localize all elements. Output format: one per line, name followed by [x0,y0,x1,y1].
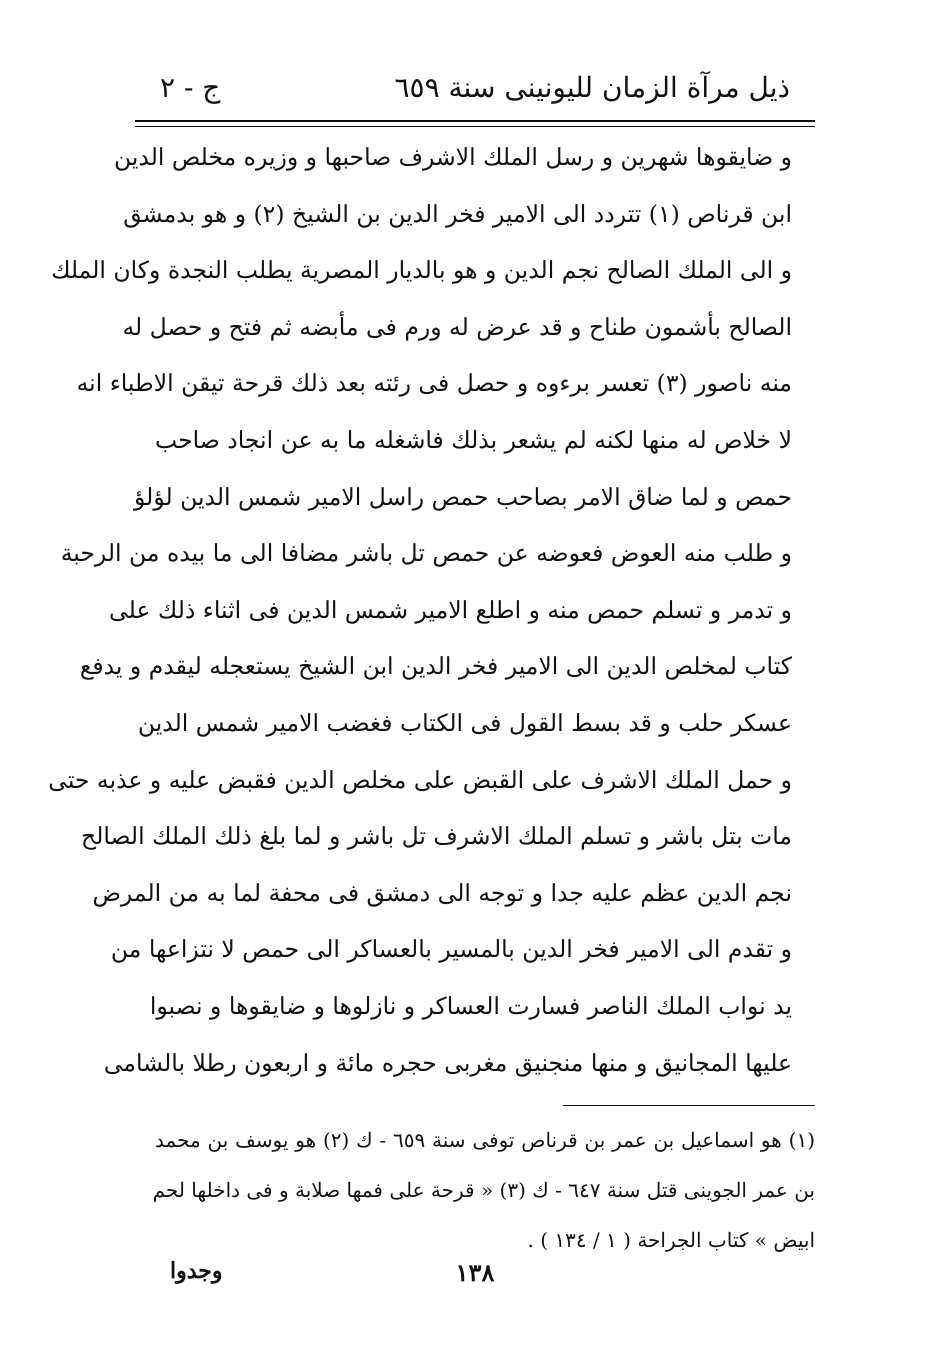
body-line: حمص و لما ضاق الامر بصاحب حمص راسل الامير شمس الدين لؤلؤ [134,482,792,511]
body-line: مات بتل باشر و تسلم الملك الاشرف تل باشر و لما بلغ ذلك الملك الصالح [81,822,792,851]
footnotes [152,1115,815,1265]
body-line: نجم الدين عظم عليه جدا و توجه الى دمشق فى محفة لما به من المرض [92,878,792,907]
footnote-line: ابيض » كتاب الجراحة ( ١ / ١٣٤ ) . [527,1228,815,1252]
body-line: و تقدم الى الامير فخر الدين بالمسير بالعساكر الى حمص لا نتزاعها من [110,935,792,964]
volume-marker: ج - ٢ [160,71,221,104]
footnote-line: بن عمر الجوينى قتل سنة ٦٤٧ - ك (٣) « قرحة على فمها صلابة و فى داخلها لحم [152,1178,815,1202]
header-rule [135,120,815,122]
body-line: كتاب لمخلص الدين الى الامير فخر الدين ابن الشيخ يستعجله ليقدم و يدفع [79,652,792,681]
catchword: وجدوا [170,1258,223,1284]
footnote-line: (١) هو اسماعيل بن عمر بن قرناص توفى سنة ٦٥٩ - ك (٢) هو يوسف بن محمد [155,1128,815,1152]
header-rule-thin [135,126,815,127]
body-line: لا خلاص له منها لكنه لم يشعر بذلك فاشغله ما به عن انجاد صاحب [155,425,792,454]
body-line: عسكر حلب و قد بسط القول فى الكتاب فغضب الامير شمس الدين [137,708,792,737]
footnote-rule [563,1105,815,1106]
running-title: ذيل مرآة الزمان لليونينى سنة ٦٥٩ [394,71,790,104]
body-line: يد نواب الملك الناصر فسارت العساكر و نازلوها و ضايقوها و نصبوا [149,991,792,1020]
body-line: و الى الملك الصالح نجم الدين و هو بالديار المصرية يطلب النجدة وكان الملك [51,256,792,285]
body-line: منه ناصور (٣) تعسر برءوه و حصل فى رئته بعد ذلك قرحة تيقن الاطباء انه [76,369,792,398]
body-text [48,129,792,1091]
body-line: و ضايقوها شهرين و رسل الملك الاشرف صاحبها و وزيره مخلص الدين [113,143,792,171]
page-number: ١٣٨ [455,1258,495,1287]
body-line: عليها المجانيق و منها منجنيق مغربى حجره مائة و اربعون رطلا بالشامى [103,1048,792,1077]
body-line: ابن قرناص (١) تتردد الى الامير فخر الدين بن الشيخ (٢) و هو بدمشق [123,199,792,228]
body-line: و تدمر و تسلم حمص منه و اطلع الامير شمس الدين فى اثناء ذلك على [109,595,792,624]
body-line: و حمل الملك الاشرف على القبض على مخلص الدين فقبض عليه و عذبه حتى [48,765,792,794]
body-line: الصالح بأشمون طناح و قد عرض له ورم فى مأبضه ثم فتح و حصل له [122,312,792,341]
body-line: و طلب منه العوض فعوضه عن حمص تل باشر مضافا الى ما بيده من الرحبة [60,539,792,568]
